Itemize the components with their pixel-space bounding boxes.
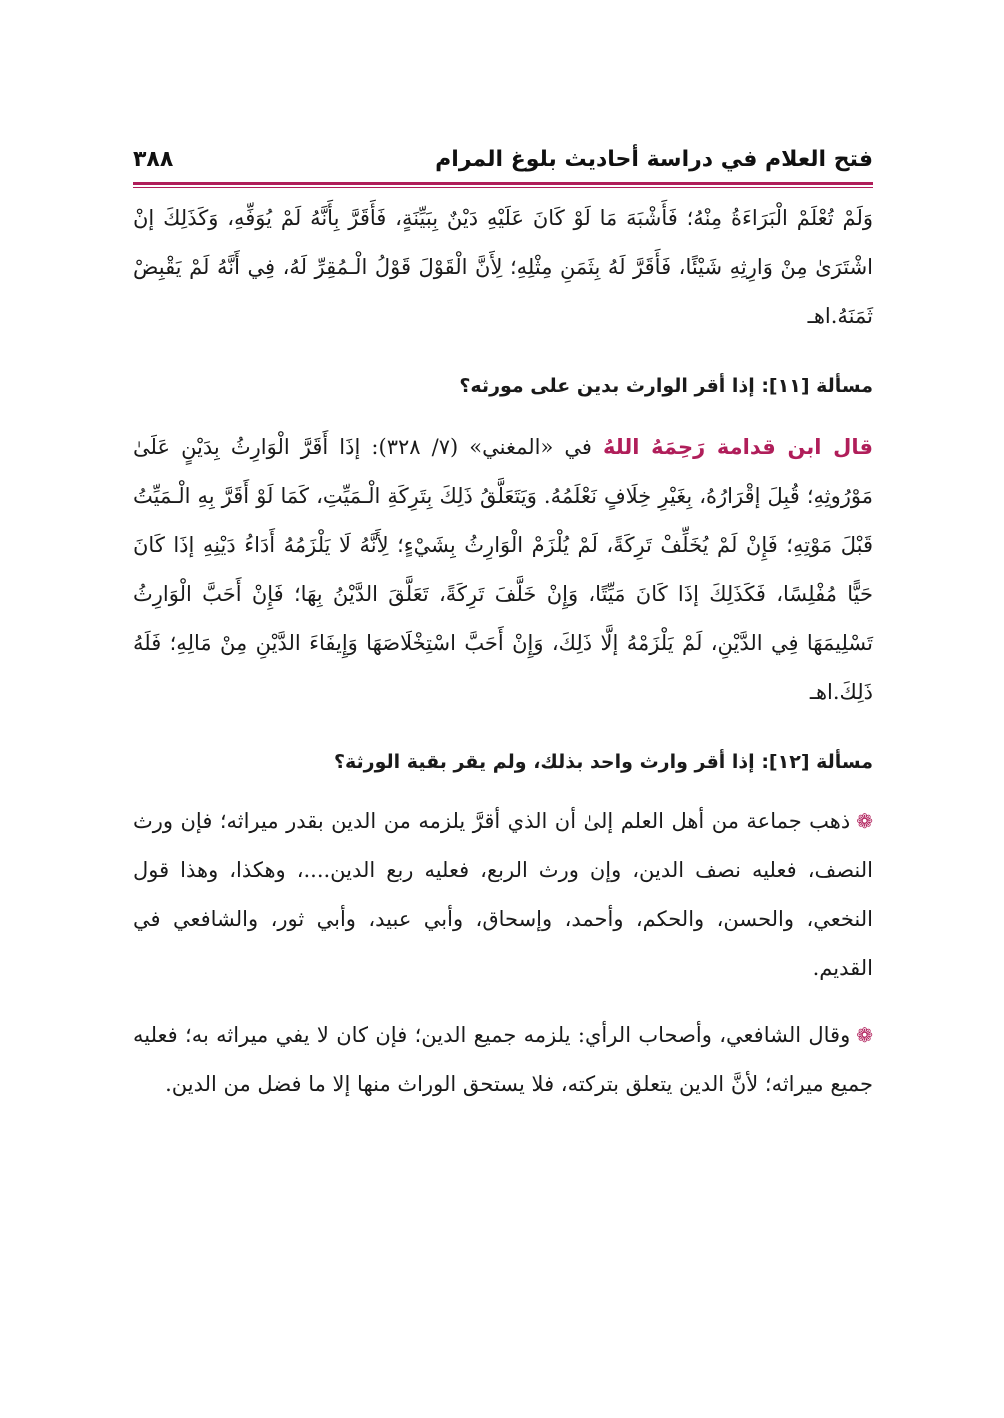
- issue-heading-11: مسألة [١١]: إذا أقر الوارث بدين على مورثه؟: [459, 375, 873, 397]
- running-title: فتح العلام في دراسة أحاديث بلوغ المرام: [435, 147, 873, 172]
- issue-heading-12: مسألة [١٢]: إذا أقر وارث واحد بذلك، ولم يقر بقية الورثة؟: [334, 751, 873, 773]
- opinion-paragraph-2: [133, 1011, 873, 1109]
- opinion-text-1: ذهب جماعة من أهل العلم إلىٰ أن الذي أقرَّ يلزمه من الدين بقدر ميراثه؛ فإن ورث النصف، فعليه نصف الدين، وإن ورث الربع، فعليه ربع الدين....، وهكذا، وهذا قول النخعي، والحسن، والحكم، وأحمد، وإسحاق، وأبي عبيد، وأبي ثور، والشافعي في القديم.: [133, 809, 873, 980]
- page-number: ٣٨٨: [133, 147, 174, 172]
- quote-text: في «المغني» (٧/ ٣٢٨): إذَا أَقَرَّ الْوَارِثُ بِدَيْنٍ عَلَىٰ مَوْرُوثِهِ؛ قُبِلَ إقْرَارُهُ، بِغَيْرِ خِلَافٍ نَعْلَمُهُ. وَيَتَعَلَّقُ ذَلِكَ بِتَرِكَةِ الْـمَيِّتِ، كَمَا لَوْ أَقَرَّ بِهِ الْـمَيِّتُ قَبْلَ مَوْتِهِ؛ فَإِنْ لَمْ يُخَلِّفْ تَرِكَةً، لَمْ يُلْزَمْ الْوَارِثُ بِشَيْءٍ؛ لِأَنَّهُ لَا يَلْزَمُهُ أَدَاءُ دَيْنِهِ إذَا كَانَ حَيًّا مُفْلِسًا، فَكَذَلِكَ إذَا كَانَ مَيِّتًا، وَإِنْ خَلَّفَ تَرِكَةً، تَعَلَّقَ الدَّيْنُ بِهَا؛ فَإِنْ أَحَبَّ الْوَارِثُ تَسْلِيمَهَا فِي الدَّيْنِ، لَمْ يَلْزَمْهُ إلَّا ذَلِكَ، وَإِنْ أَحَبَّ اسْتِخْلَاصَهَا وَإِيفَاءَ الدَّيْنِ مِنْ مَالِهِ؛ فَلَهُ ذَلِكَ.اهـ: [133, 435, 873, 704]
- header-rule-thin: [133, 187, 873, 188]
- continued-paragraph: وَلَمْ تُعْلَمْ الْبَرَاءَةُ مِنْهُ؛ فَأَشْبَهَ مَا لَوْ كَانَ عَلَيْهِ دَيْنٌ بِبَيِّنَةٍ، فَأَقَرَّ بِأَنَّهُ لَمْ يُوَفِّهِ، وَكَذَلِكَ إنْ اشْتَرَىٰ مِنْ وَارِثِهِ شَيْئًا، فَأَقَرَّ لَهُ بِثَمَنِ مِثْلِهِ؛ لِأَنَّ الْقَوْلَ قَوْلُ الْـمُقِرِّ لَهُ، فِي أَنَّهُ لَمْ يَقْبِضْ ثَمَنَهُ.اهـ: [133, 206, 873, 328]
- quote-speaker: قال ابن قدامة رَحِمَهُ اللهُ: [603, 435, 873, 459]
- book-page: [133, 120, 873, 1109]
- rose-ornament-icon: ❁: [856, 809, 873, 833]
- ibn-qudama-quote: [133, 423, 873, 717]
- rose-ornament-icon: ❁: [856, 1023, 873, 1047]
- opinion-text-2: وقال الشافعي، وأصحاب الرأي: يلزمه جميع الدين؛ فإن كان لا يفي ميراثه به؛ فعليه جميع ميراثه؛ لأنَّ الدين يتعلق بتركته، فلا يستحق الوراث منها إلا ما فضل من الدين.: [133, 1023, 873, 1096]
- running-header: [133, 120, 873, 172]
- header-rule-thick: [133, 182, 873, 185]
- opinion-paragraph-1: [133, 797, 873, 993]
